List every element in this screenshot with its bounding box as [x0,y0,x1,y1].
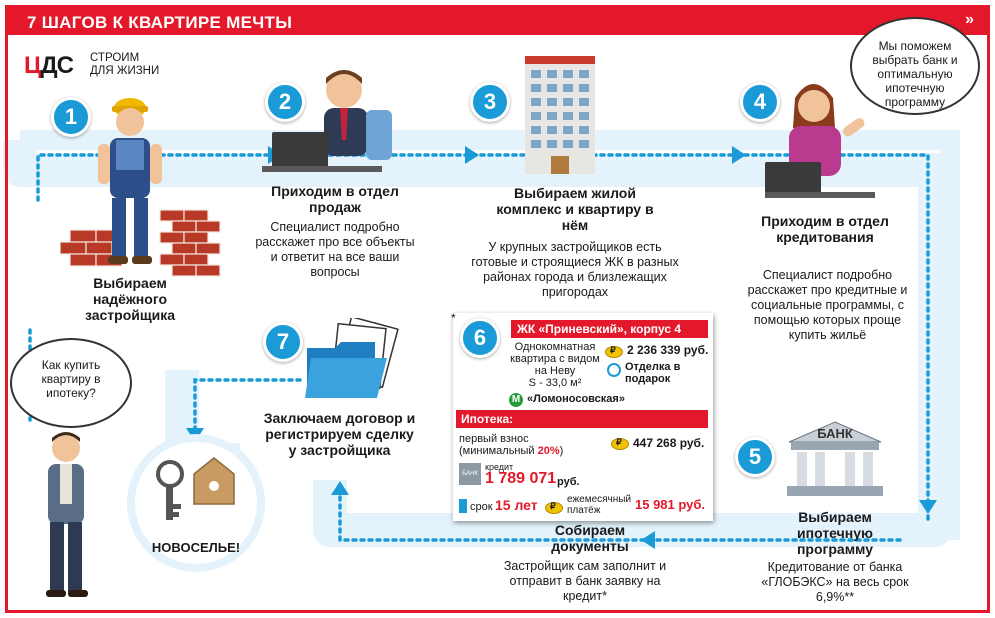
chevron-right-icon: » [965,11,974,28]
card-asterisk: * [451,311,456,325]
residential-building-illustration [515,48,605,174]
step-7-title: Заключаем договор и регистрируем сделку у застройщика [263,410,416,458]
customer-illustration [30,430,100,610]
step-1-title: Выбираем надёжного застройщика [84,275,176,323]
term-label: срок [470,501,493,513]
term-value: 15 лет [495,497,538,513]
monthly-label: ежемесячный платёж [567,494,632,516]
metro-station: «Ломоносовская» [527,393,625,405]
ruble-coin-icon-3 [545,502,563,514]
monthly-amount: 15 981 руб. [635,497,706,512]
metro-icon: М [509,393,523,407]
step-3-title: Выбираем жилой комплекс и квартиру в нём [496,185,654,233]
mortgage-title: Ипотека: [456,410,708,428]
step-7-badge: 7 [263,322,303,362]
brand-logo: ЦДС [24,52,73,79]
credit-amount: 1 789 071 [485,470,557,487]
step-4-badge: 4 [740,82,780,122]
step-2-badge: 2 [265,82,305,122]
bank-label: БАНК [817,426,853,441]
page-title: 7 ШАГОВ К КВАРТИРЕ МЕЧТЫ [27,13,293,32]
step-3-badge: 3 [470,82,510,122]
hourglass-icon [459,499,467,513]
step-6-title: Собираем документы [551,522,629,554]
step-5-badge: 5 [735,437,775,477]
step-5-title: Выбираем ипотечную программу [796,509,874,557]
down-payment-amount: 447 268 руб. [633,436,705,450]
down-payment-label: первый взнос [459,433,529,445]
step-6-badge: 6 [460,318,500,358]
house-keys-icon [152,452,242,527]
step-1-badge: 1 [51,97,91,137]
documents-folder-icon [305,318,405,403]
step-3-desc: У крупных застройщиков есть готовые и строящиеся ЖК в разных районах города и близлежащих пригородах [471,240,679,299]
step-5-desc: Кредитование от банка «ГЛОБЭКС» на весь срок 6,9%** [761,560,909,604]
question-speech-bubble: Как купить квартиру в ипотеку? [10,338,132,428]
help-speech-bubble: Мы поможем выбрать банк и оптимальную ипотечную программу [850,17,980,115]
apartment-desc: Однокомнатная квартира с видом на Неву [510,341,600,377]
credit-label: кредит [485,462,514,472]
ruble-coin-icon [605,346,623,358]
apartment-price: 2 236 339 руб. [627,343,709,357]
apartment-area: S - 33,0 м² [528,377,582,389]
brand-tagline: СТРОИМ ДЛЯ ЖИЗНИ [90,52,160,77]
gift-text: Отделка в подарок [625,361,681,385]
ruble-coin-icon-2 [611,438,629,450]
step-6-desc: Застройщик сам заполнит и отправит в банк заявку на кредит* [503,559,667,603]
complex-name: ЖК «Приневский», корпус 4 [511,320,708,338]
step-2-title: Приходим в отдел продаж [271,183,399,215]
finale-text: НОВОСЕЛЬЕ! [151,540,241,555]
bank-small-icon: БАНК [459,463,481,485]
step-2-desc: Специалист подробно расскажет про все объекты и ответит на все ваши вопросы [255,220,415,279]
down-payment-min: (минимальный 20%) [459,445,564,457]
gift-icon [607,363,621,377]
credit-unit: руб. [557,476,580,488]
step-4-desc: Специалист подробно расскажет про кредитные и социальные программы, с помощью которых проще купить жильё [747,268,908,342]
step-4-title: Приходим в отдел кредитования [761,213,889,245]
